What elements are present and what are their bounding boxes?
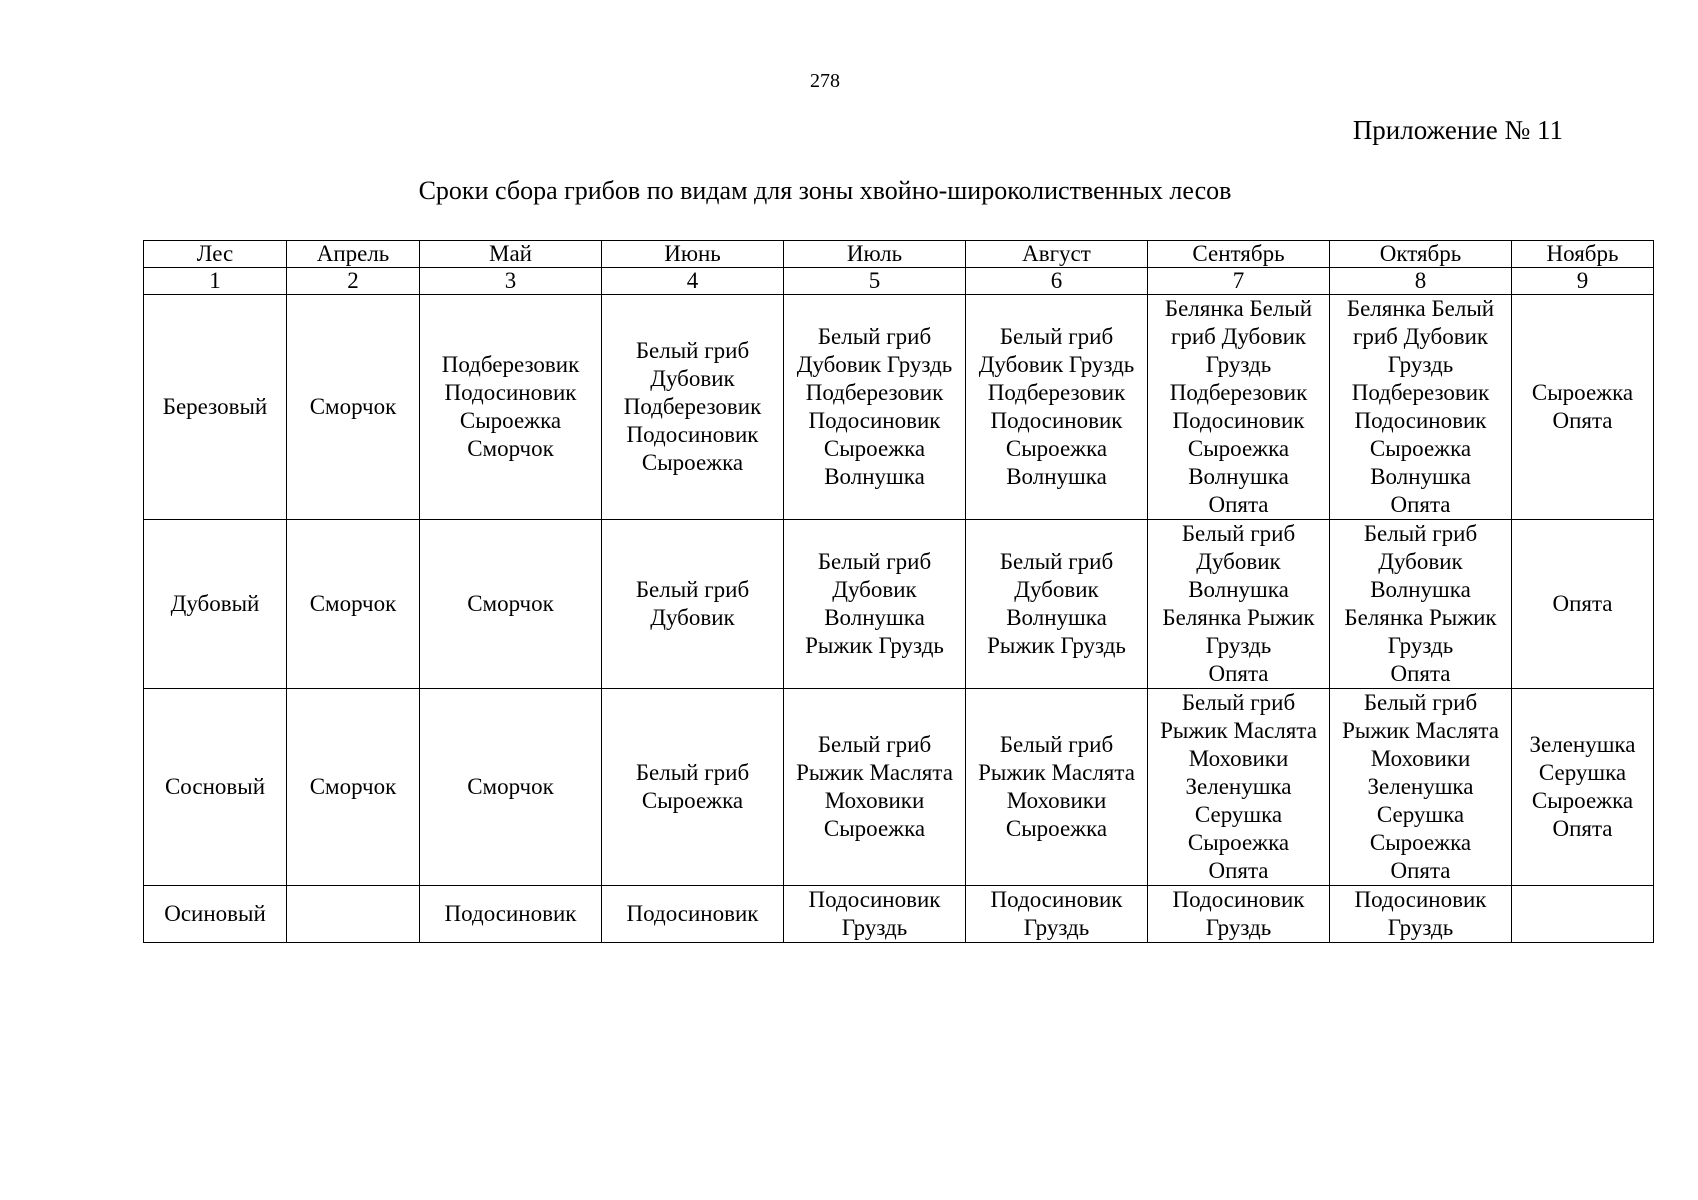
table-cell: [1512, 886, 1654, 943]
table-row-oak: [144, 520, 1654, 689]
table-cell: Подосиновик Груздь: [1148, 886, 1330, 943]
table-cell: Сморчок: [420, 689, 602, 886]
table-cell: Белый гриб Дубовик Подберезовик Подосиновик Сыроежка: [602, 295, 784, 520]
column-number: 6: [966, 268, 1148, 295]
column-number: 1: [144, 268, 287, 295]
forest-type-cell: Осиновый: [144, 886, 287, 943]
table-cell: Белый гриб Рыжик Маслята Моховики Зеленушка Серушка Сыроежка Опята: [1330, 689, 1512, 886]
table-cell: Сморчок: [287, 520, 420, 689]
table-cell: Подосиновик: [602, 886, 784, 943]
table-row-aspen: [144, 886, 1654, 943]
document-title: Сроки сбора грибов по видам для зоны хвойно-широколиственных лесов: [418, 176, 1232, 205]
table-cell: Белый гриб Дубовик Волнушка Рыжик Груздь: [784, 520, 966, 689]
header-cell: Лес: [144, 241, 287, 268]
column-number: 8: [1330, 268, 1512, 295]
header-cell: Сентябрь: [1148, 241, 1330, 268]
table-row-birch: [144, 295, 1654, 520]
table-cell: Белый гриб Дубовик Волнушка Белянка Рыжик Груздь Опята: [1330, 520, 1512, 689]
table-cell: Белый гриб Рыжик Маслята Моховики Сыроежка: [966, 689, 1148, 886]
table-cell: Подосиновик Груздь: [784, 886, 966, 943]
table-cell: Подосиновик: [420, 886, 602, 943]
table-cell: Белянка Белый гриб Дубовик Груздь Подберезовик Подосиновик Сыроежка Волнушка Опята: [1330, 295, 1512, 520]
table-cell: Сморчок: [287, 689, 420, 886]
header-cell: Октябрь: [1330, 241, 1512, 268]
table-cell: Белый гриб Сыроежка: [602, 689, 784, 886]
column-number: 5: [784, 268, 966, 295]
table-cell: Подберезовик Подосиновик Сыроежка Сморчок: [420, 295, 602, 520]
table-cell: Подосиновик Груздь: [1330, 886, 1512, 943]
page-number: 278: [810, 70, 840, 92]
table-row-pine: [144, 689, 1654, 886]
header-cell: Июнь: [602, 241, 784, 268]
forest-type-cell: Березовый: [144, 295, 287, 520]
header-cell: Июль: [784, 241, 966, 268]
table-cell: Сморчок: [287, 295, 420, 520]
column-number-row: [144, 268, 1654, 295]
appendix-label: Приложение № 11: [1352, 115, 1563, 145]
table-cell: Белянка Белый гриб Дубовик Груздь Подберезовик Подосиновик Сыроежка Волнушка Опята: [1148, 295, 1330, 520]
table-cell: Опята: [1512, 520, 1654, 689]
table-cell: Подосиновик Груздь: [966, 886, 1148, 943]
table-cell: [287, 886, 420, 943]
table-cell: Белый гриб Дубовик Груздь Подберезовик Подосиновик Сыроежка Волнушка: [784, 295, 966, 520]
column-number: 4: [602, 268, 784, 295]
table-cell: Зеленушка Серушка Сыроежка Опята: [1512, 689, 1654, 886]
table-cell: Белый гриб Дубовик Груздь Подберезовик Подосиновик Сыроежка Волнушка: [966, 295, 1148, 520]
column-number: 9: [1512, 268, 1654, 295]
table-cell: Белый гриб Дубовик Волнушка Рыжик Груздь: [966, 520, 1148, 689]
header-row: [144, 241, 1654, 268]
forest-type-cell: Дубовый: [144, 520, 287, 689]
column-number: 7: [1148, 268, 1330, 295]
header-cell: Август: [966, 241, 1148, 268]
table-cell: Белый гриб Рыжик Маслята Моховики Зеленушка Серушка Сыроежка Опята: [1148, 689, 1330, 886]
mushroom-season-table: [143, 240, 1654, 943]
header-cell: Ноябрь: [1512, 241, 1654, 268]
forest-type-cell: Сосновый: [144, 689, 287, 886]
column-number: 2: [287, 268, 420, 295]
header-cell: Май: [420, 241, 602, 268]
header-cell: Апрель: [287, 241, 420, 268]
table-cell: Белый гриб Дубовик Волнушка Белянка Рыжик Груздь Опята: [1148, 520, 1330, 689]
table-cell: Сыроежка Опята: [1512, 295, 1654, 520]
table-cell: Сморчок: [420, 520, 602, 689]
column-number: 3: [420, 268, 602, 295]
table-cell: Белый гриб Дубовик: [602, 520, 784, 689]
table-cell: Белый гриб Рыжик Маслята Моховики Сыроежка: [784, 689, 966, 886]
